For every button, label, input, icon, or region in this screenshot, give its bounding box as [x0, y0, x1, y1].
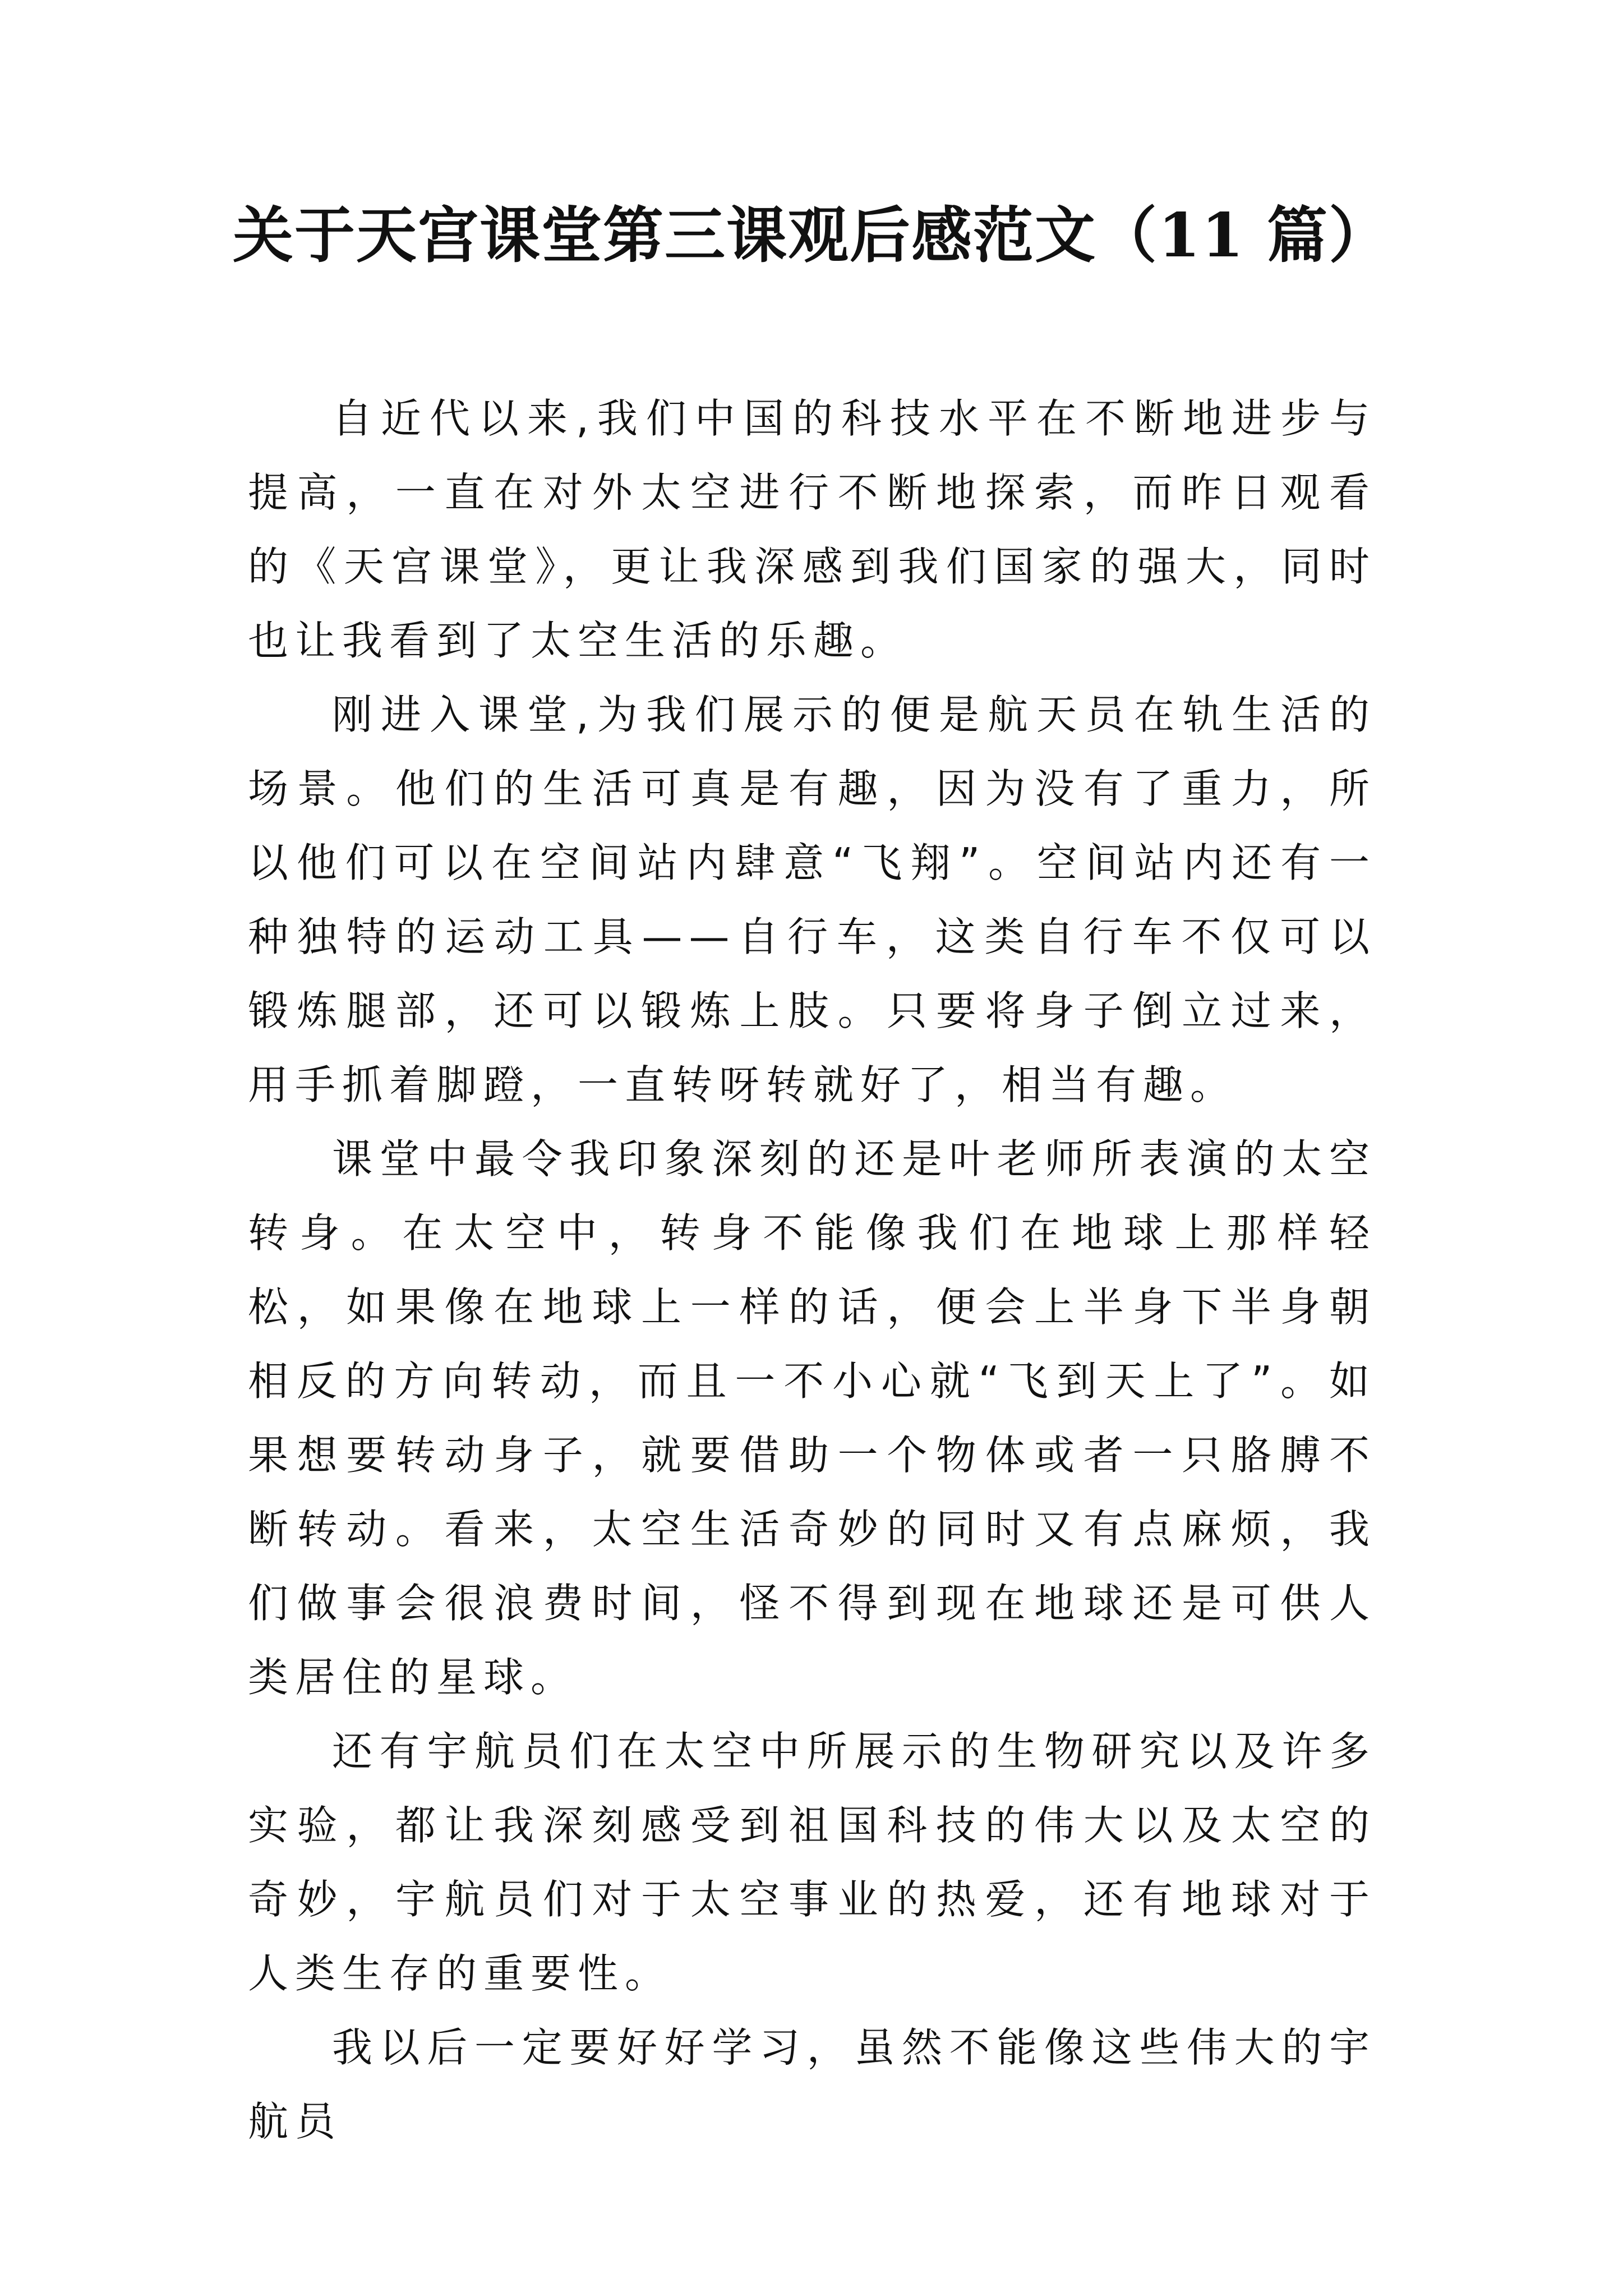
paragraph-2: 刚进入课堂,为我们展示的便是航天员在轨生活的场景。他们的生活可真是有趣，因为没有了重力，所以他们可以在空间站内肆意“飞翔”。空间站内还有一种独特的运动工具——自行车，这类自行车不仅可以锻炼腿部，还可以锻炼上肢。只要将身子倒立过来，用手抓着脚蹬，一直转呀转就好了，相当有趣。 — [248, 691, 1376, 1108]
paragraph-3: 课堂中最令我印象深刻的还是叶老师所表演的太空转身。在太空中，转身不能像我们在地球上那样轻松，如果像在地球上一样的话，便会上半身下半身朝相反的方向转动，而且一不小心就“飞到天上了”。如果想要转动身子，就要借助一个物体或者一只胳膊不断转动。看来，太空生活奇妙的同时又有点麻烦，我们做事会很浪费时间，怪不得到现在地球还是可供人类居住的星球。 — [248, 1135, 1376, 1701]
paragraph-1: 自近代以来,我们中国的科技水平在不断地进步与提高，一直在对外太空进行不断地探索，而昨日观看的《天宫课堂》，更让我深感到我们国家的强大，同时也让我看到了太空生活的乐趣。 — [248, 395, 1376, 664]
paragraph-5: 我以后一定要好好学习，虽然不能像这些伟大的宇航员 — [248, 2024, 1376, 2145]
document-body — [248, 381, 1376, 2159]
document-title: 关于天宫课堂第三课观后感范文（11 篇） — [233, 200, 1390, 271]
paragraph-4: 还有宇航员们在太空中所展示的生物研究以及许多实验，都让我深刻感受到祖国科技的伟大以及太空的奇妙，宇航员们对于太空事业的热爱，还有地球对于人类生存的重要性。 — [248, 1728, 1376, 1997]
